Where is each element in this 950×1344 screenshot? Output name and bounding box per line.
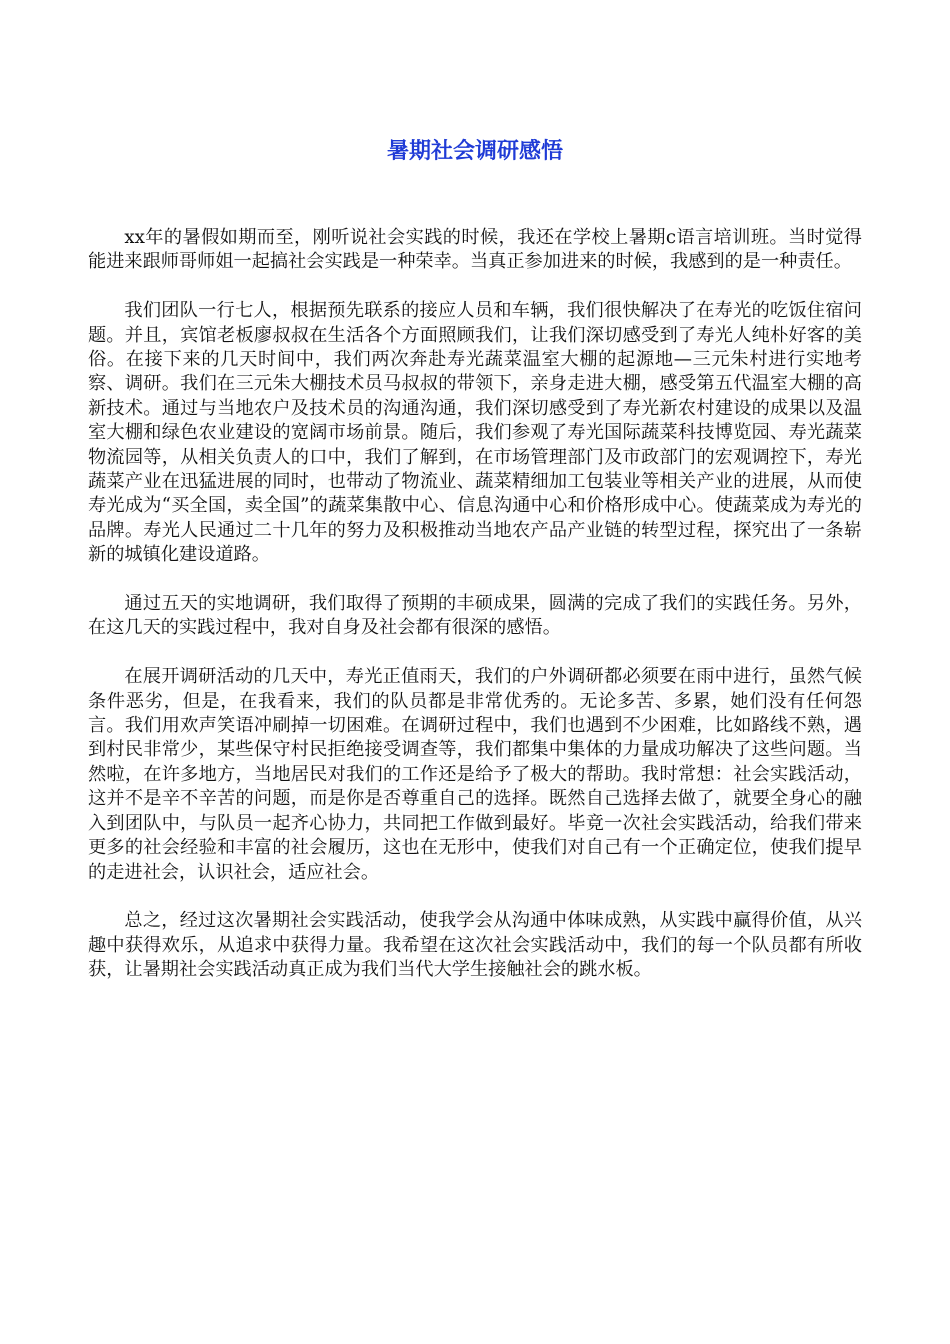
paragraph-2: 我们团队一行七人，根据预先联系的接应人员和车辆，我们很快解决了在寿光的吃饭住宿问题。并且，宾馆老板廖叔叔在生活各个方面照顾我们，让我们深切感受到了寿光人纯朴好客的美俗。在接下来的几天时间中，我们两次奔赴寿光蔬菜温室大棚的起源地—三元朱村进行实地考察、调研。我们在三元朱大棚技术员马叔叔的带领下，亲身走进大棚，感受第五代温室大棚的高新技术。通过与当地农户及技术员的沟通沟通，我们深切感受到了寿光新农村建设的成果以及温室大棚和绿色农业建设的宽阔市场前景。随后，我们参观了寿光国际蔬菜科技博览园、寿光蔬菜物流园等，从相关负责人的口中，我们了解到，在市场管理部门及市政部门的宏观调控下，寿光蔬菜产业在迅猛进展的同时，也带动了物流业、蔬菜精细加工包装业等相关产业的进展，从而使寿光成为“买全国，卖全国”的蔬菜集散中心、信息沟通中心和价格形成中心。使蔬菜成为寿光的品牌。寿光人民通过二十几年的努力及积极推动当地农产品产业链的转型过程，探究出了一条崭新的城镇化建设道路。 [88, 300, 862, 566]
paragraph-4: 在展开调研活动的几天中，寿光正值雨天，我们的户外调研都必须要在雨中进行，虽然气候条件恶劣，但是，在我看来，我们的队员都是非常优秀的。无论多苦、多累，她们没有任何怨言。我们用欢声笑语冲刷掉一切困难。在调研过程中，我们也遇到不少困难，比如路线不熟，遇到村民非常少，某些保守村民拒绝接受调查等，我们都集中集体的力量成功解决了这些问题。当然啦，在许多地方，当地居民对我们的工作还是给予了极大的帮助。我时常想：社会实践活动，这并不是辛不辛苦的问题，而是你是否尊重自己的选择。既然自己选择去做了，就要全身心的融入到团队中，与队员一起齐心协力，共同把工作做到最好。毕竟一次社会实践活动，给我们带来更多的社会经验和丰富的社会履历，这也在无形中，使我们对自己有一个正确定位，使我们提早的走进社会，认识社会，适应社会。 [88, 666, 862, 883]
document-title: 暑期社会调研感悟 [386, 139, 563, 164]
document-body [88, 226, 862, 983]
paragraph-1: xx年的暑假如期而至，刚听说社会实践的时候，我还在学校上暑期c语言培训班。当时觉得能进来跟师哥师姐一起搞社会实践是一种荣幸。当真正参加进来的时候，我感到的是一种责任。 [88, 227, 862, 273]
paragraph-5: 总之，经过这次暑期社会实践活动，使我学会从沟通中体味成熟，从实践中赢得价值，从兴趣中获得欢乐，从追求中获得力量。我希望在这次社会实践活动中，我们的每一个队员都有所收获，让暑期社会实践活动真正成为我们当代大学生接触社会的跳水板。 [88, 910, 862, 981]
paragraph-3: 通过五天的实地调研，我们取得了预期的丰硕成果，圆满的完成了我们的实践任务。另外，在这几天的实践过程中，我对自身及社会都有很深的感悟。 [88, 593, 862, 639]
